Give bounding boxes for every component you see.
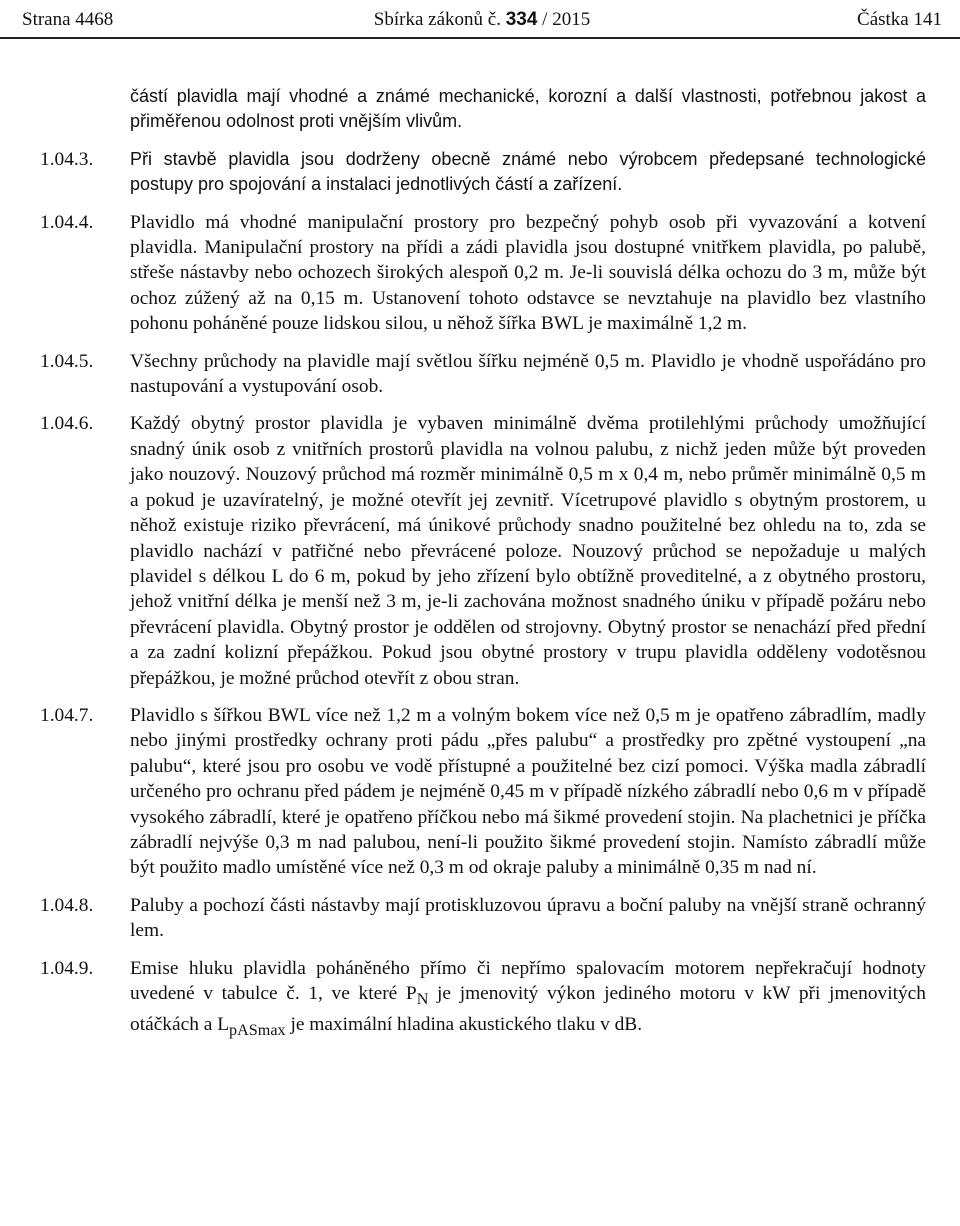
document-body	[40, 84, 926, 1044]
section-text: Každý obytný prostor plavidla je vybaven minimálně dvěma protilehlými průchody umožňující snadný únik osob z vnitřních prostorů plavidla na volnou palubu, z nichž jeden může být proveden jako nouzový. Nouzový průchod má rozměr minimálně 0,5 m x 0,4 m, nebo průměr minimálně 0,5 m a pokud je uzavíratelný, je možné otevřít jej zevnitř. Vícetrupové plavidlo s obytným prostorem, u něhož existuje riziko převrácení, má únikové průchody snadno použitelné bez ohledu na to, zda se plavidlo nachází v patřičné nebo převrácené poloze. Nouzový průchod se nepožaduje u malých plavidel s délkou L do 6 m, pokud by jeho zřízení bylo obtížně proveditelné, a z obytného prostoru, jehož vnitřní délka je menší než 3 m, je-li zachována možnost snadného úniku v případě požáru nebo převrácení plavidla. Obytný prostor je oddělen od strojovny. Obytný prostor se nenachází před přední a za zadní kolizní přepážkou. Pokud jsou obytné prostory v trupu plavidla odděleny vodotěsnou přepážkou, je možné průchod otevřít z obou stran.	[130, 413, 926, 689]
section-text	[130, 956, 926, 1044]
intro-paragraph: částí plavidla mají vhodné a známé mechanické, korozní a další vlastnosti, potřebnou jakost a přiměřenou odolnost proti vnějším vlivům.	[130, 86, 926, 132]
section-number: 1.04.5.	[40, 350, 94, 372]
issue-number: Částka 141	[857, 9, 942, 30]
section-text: Všechny průchody na plavidle mají světlou šířku nejméně 0,5 m. Plavidlo je vhodně uspořádáno pro nastupování a vystupování osob.	[130, 350, 926, 398]
subscript-n: N	[416, 990, 429, 1008]
section-text-part: je jmenovitý výkon jediného motoru v kW při jmenovitých otáčkách a L	[130, 983, 926, 1036]
section-text: Plavidlo s šířkou BWL více než 1,2 m a volným bokem více než 0,5 m je opatřeno zábradlím, madly nebo jinými prostředky ochrany proti pádu „přes palubu“ a prostředky pro zpětné vystoupení „na palubu“, které jsou pro osobu ve vodě přístupné a použitelné bez cizí pomoci. Výška madla zábradlí určeného pro ochranu před pádem je nejméně 0,45 m v případě nízkého zábradlí nebo 0,6 m v případě vysokého zábradlí, které je opatřeno příčkou nebo má šikmé provedení stojin. Na plachetnici je příčka zábradlí nejvýše 0,3 m nad palubou, není-li použito šikmé provedení stojin. Namísto zábradlí může být použito madlo umístěné více než 0,3 m od okraje paluby a minimálně 0,35 m nad ní.	[130, 704, 926, 879]
section-number: 1.04.4.	[40, 211, 94, 233]
section-text: Paluby a pochozí části nástavby mají protiskluzovou úpravu a boční paluby na vnější straně ochranný lem.	[130, 894, 926, 942]
subscript-pasmax: pASmax	[229, 1022, 286, 1040]
law-number: 334	[505, 9, 538, 30]
section-1-04-8	[40, 893, 926, 944]
collection-label: Sbírka zákonů č.	[373, 9, 501, 30]
section-1-04-3	[40, 147, 926, 198]
section-number: 1.04.7.	[40, 704, 94, 726]
section-number: 1.04.3.	[40, 148, 94, 170]
section-1-04-5	[40, 349, 926, 400]
header-rule	[0, 37, 960, 39]
collection-title	[374, 9, 590, 31]
section-1-04-4	[40, 210, 926, 337]
section-number: 1.04.9.	[40, 957, 94, 979]
section-1-04-6	[40, 411, 926, 690]
section-1-04-9	[40, 956, 926, 1044]
law-year: / 2015	[542, 9, 591, 30]
page-header	[22, 4, 942, 36]
section-number: 1.04.8.	[40, 894, 94, 916]
section-number: 1.04.6.	[40, 413, 94, 435]
section-text-part: je maximální hladina akustického tlaku v dB.	[285, 1014, 643, 1036]
section-text: Plavidlo má vhodné manipulační prostory pro bezpečný pohyb osob při vyvazování a kotvení plavidla. Manipulační prostory na přídi a zádi plavidla jsou dostupné vnitřkem plavidla, po palubě, střeše nástavby nebo ochozech širokých alespoň 0,2 m. Je-li souvislá délka ochozu do 3 m, může být ochoz zúžený až na 0,15 m. Ustanovení tohoto odstavce se nevztahuje na plavidlo bez vlastního pohonu poháněné pouze lidskou silou, u něhož šířka BWL je maximálně 1,2 m.	[130, 211, 926, 335]
section-text-part: Emise hluku plavidla poháněného přímo či nepřímo spalovacím motorem nepřekračují hodnoty uvedené v tabulce č. 1, ve které P	[130, 957, 926, 1004]
section-1-04-7	[40, 703, 926, 881]
page-number: Strana 4468	[22, 9, 114, 30]
section-text: Při stavbě plavidla jsou dodrženy obecně známé nebo výrobcem předepsané technologické postupy pro spojování a instalaci jednotlivých částí a zařízení.	[130, 148, 926, 195]
